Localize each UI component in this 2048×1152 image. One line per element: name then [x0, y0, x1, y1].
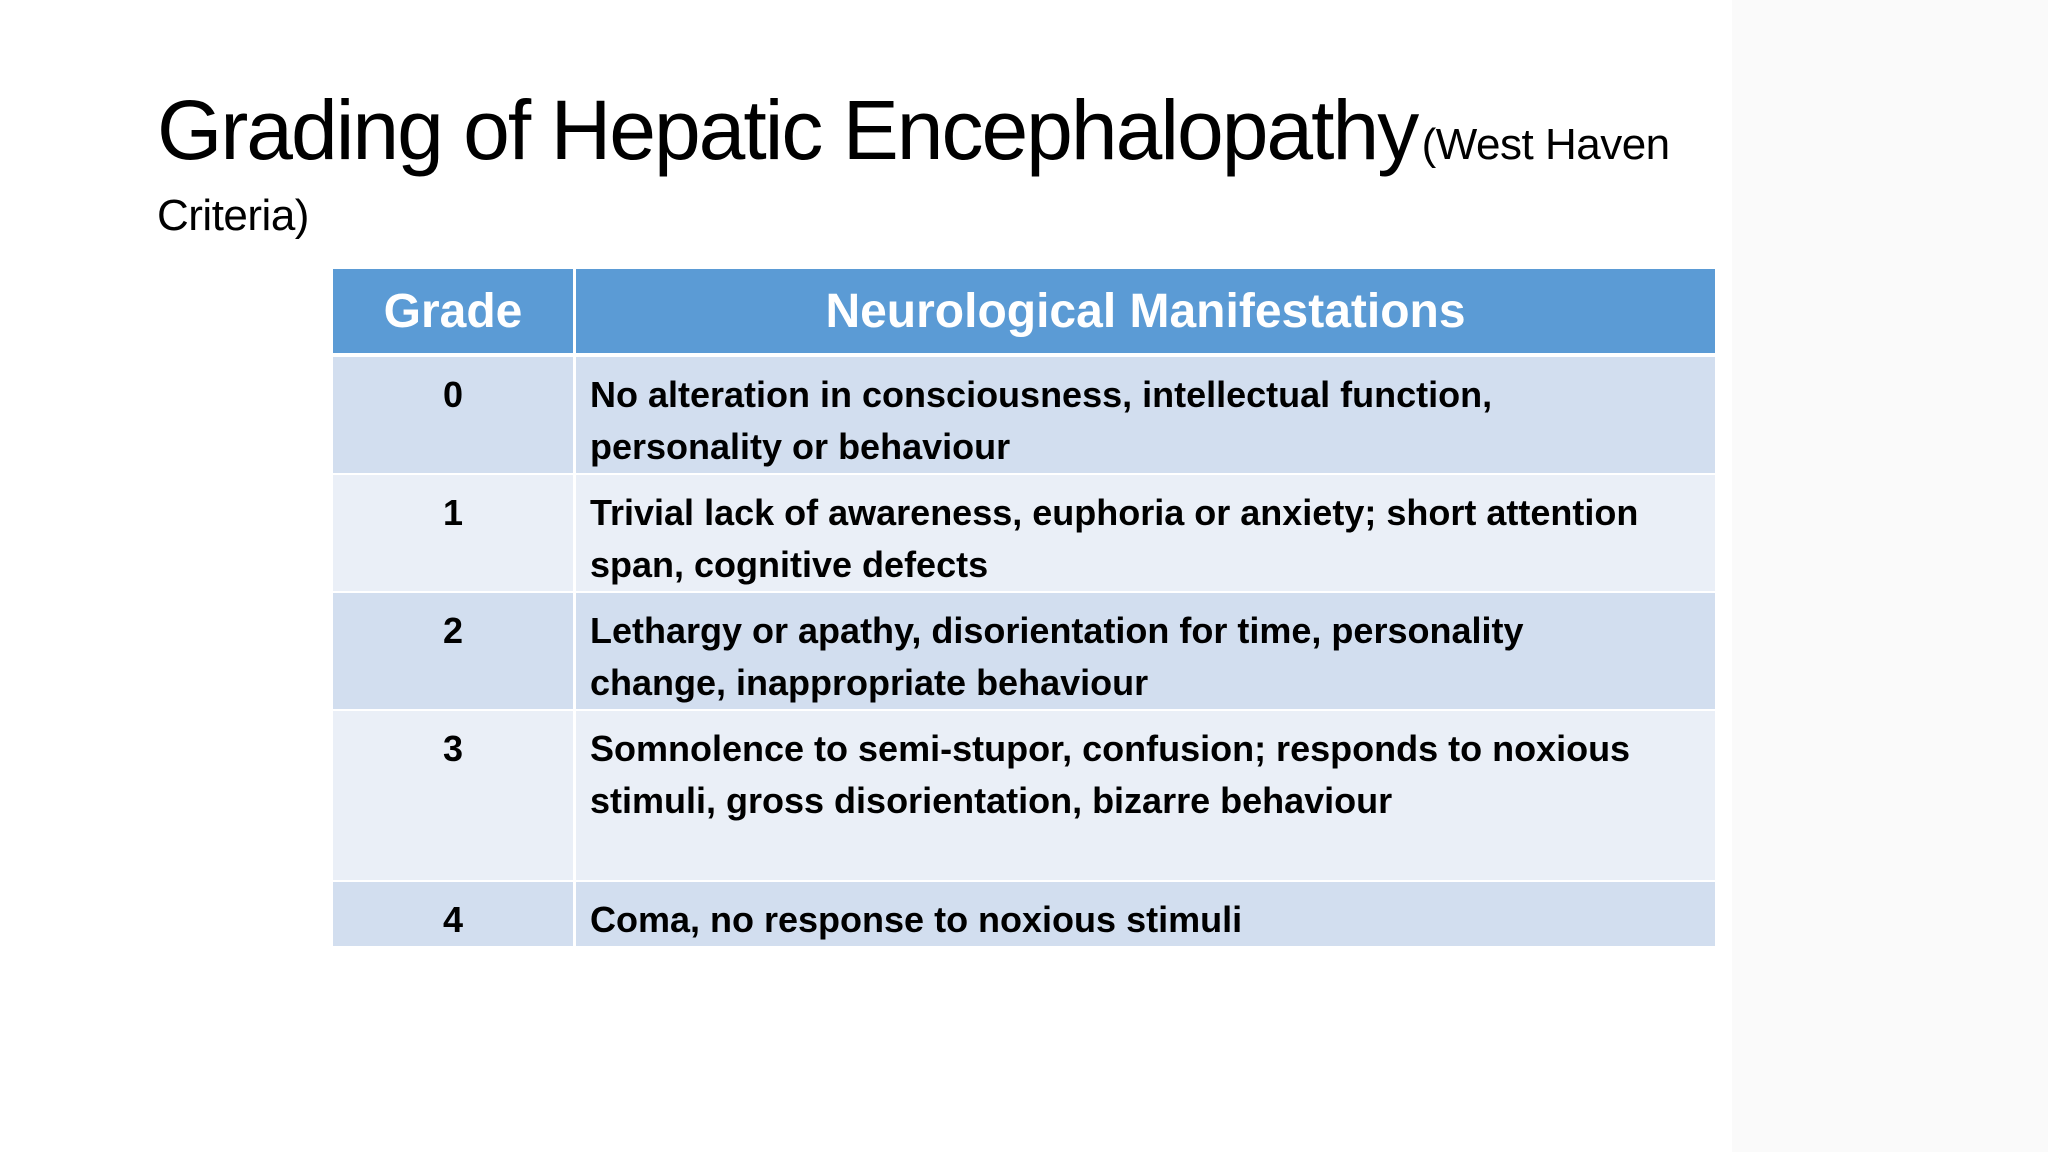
manifestation-line: stimuli, gross disorientation, bizarre behaviour — [590, 780, 1393, 821]
manifestation-cell — [575, 355, 1716, 474]
manifestation-line: personality or behaviour — [590, 426, 1011, 467]
grade-cell: 3 — [333, 710, 575, 881]
manifestation-line: Lethargy or apathy, disorientation for time, personality — [590, 610, 1524, 651]
title-subtitle: (West Haven — [1421, 120, 1670, 169]
manifestation-line: No alteration in consciousness, intellectual function, — [590, 374, 1493, 415]
manifestation-line: Somnolence to semi-stupor, confusion; responds to noxious — [590, 728, 1631, 769]
manifestation-cell — [575, 710, 1716, 881]
table-row — [333, 355, 1715, 474]
right-shade — [1732, 0, 2048, 1152]
table-header-row — [333, 269, 1715, 355]
slide-title — [157, 83, 1857, 177]
grading-table — [333, 269, 1715, 948]
title-subtitle-line2: Criteria) — [157, 191, 309, 240]
grade-cell: 2 — [333, 592, 575, 710]
manifestation-line: Coma, no response to noxious stimuli — [590, 899, 1243, 940]
table-row — [333, 710, 1715, 881]
manifestation-cell — [575, 881, 1716, 947]
table-row — [333, 881, 1715, 947]
header-grade: Grade — [333, 269, 575, 355]
manifestation-cell — [575, 474, 1716, 592]
manifestation-line: Trivial lack of awareness, euphoria or anxiety; short attention — [590, 492, 1639, 533]
title-main: Grading of Hepatic Encephalopathy — [157, 83, 1418, 177]
grade-cell: 1 — [333, 474, 575, 592]
table-row — [333, 592, 1715, 710]
header-manifestations: Neurological Manifestations — [575, 269, 1716, 355]
manifestation-cell — [575, 592, 1716, 710]
manifestation-line: change, inappropriate behaviour — [590, 662, 1149, 703]
grade-cell: 4 — [333, 881, 575, 947]
table-row — [333, 474, 1715, 592]
grade-cell: 0 — [333, 355, 575, 474]
manifestation-line: span, cognitive defects — [590, 544, 989, 585]
